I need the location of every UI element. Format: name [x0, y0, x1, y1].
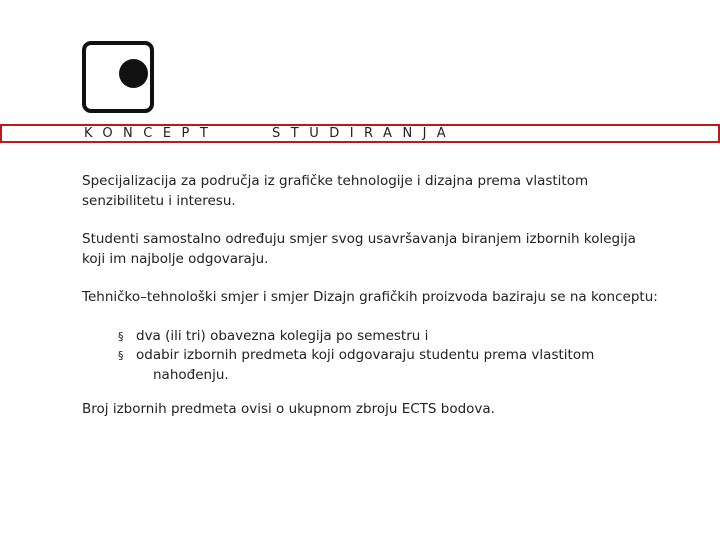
bullet-text-2: odabir izbornih predmeta koji odgovaraju studentu prema vlastitom	[136, 347, 595, 363]
logo-dot	[119, 59, 148, 88]
title-koncept: KONCEPT	[84, 126, 219, 141]
bullet-text-2-continued: nahođenju.	[153, 366, 229, 383]
bullet-text-1: dva (ili tri) obavezna kolegija po semestru i	[136, 327, 429, 344]
bullet-list	[82, 327, 662, 386]
bullet-icon: §	[118, 329, 124, 343]
logo-icon	[82, 41, 154, 113]
closing-paragraph: Broj izbornih predmeta ovisi o ukupnom zbroju ECTS bodova.	[82, 401, 495, 417]
bullet-icon: §	[118, 349, 124, 362]
title-band	[0, 124, 720, 143]
title-studiranja: STUDIRANJA	[272, 126, 457, 141]
paragraph-3: Tehničko–tehnološki smjer i smjer Dizajn grafičkih proizvoda baziraju se na konceptu:	[82, 289, 658, 305]
paragraph-1: Specijalizacija za područja iz grafičke tehnologije i dizajna prema vlastitom senzibilitetu i interesu.	[82, 173, 589, 209]
slide-body	[82, 172, 662, 439]
list-item	[118, 327, 662, 347]
paragraph-2: Studenti samostalno određuju smjer svog usavršavanja biranjem izbornih kolegija koji im najbolje odgovaraju.	[82, 231, 636, 267]
list-item	[118, 346, 662, 385]
